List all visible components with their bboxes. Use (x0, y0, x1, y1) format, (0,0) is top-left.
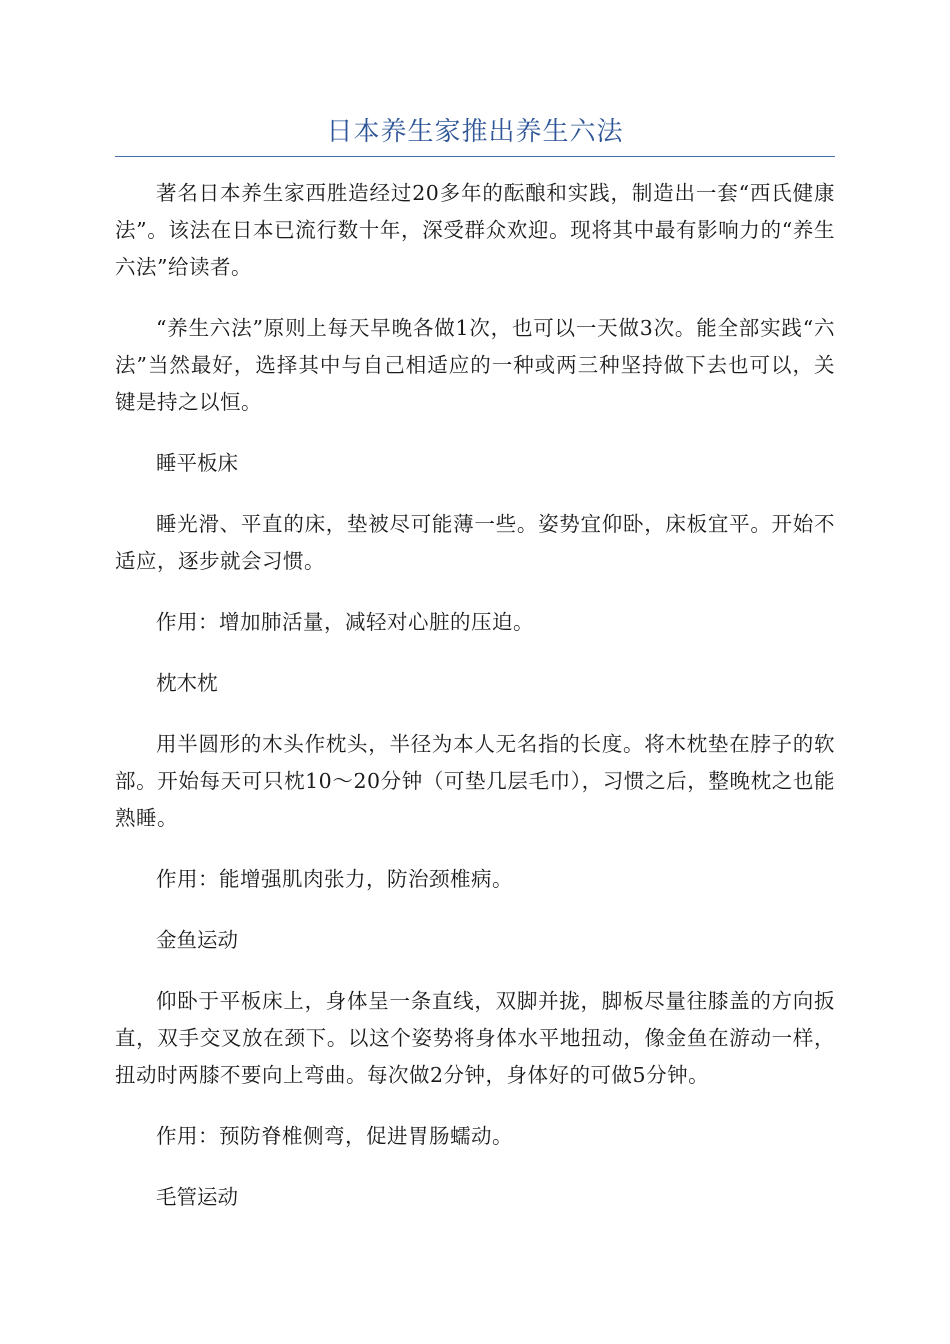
section-heading-capillary: 毛管运动 (156, 1185, 238, 1209)
wooden-pillow-paragraph: 用半圆形的木头作枕头，半径为本人无名指的长度。将木枕垫在脖子的软部。开始每天可只枕10～20分钟（可垫几层毛巾），习惯之后，整晚枕之也能熟睡。 (115, 732, 835, 830)
flat-bed-effect: 作用：增加肺活量，减轻对心脏的压迫。 (156, 610, 534, 634)
goldfish-effect: 作用：预防脊椎侧弯，促进胃肠蠕动。 (156, 1124, 513, 1148)
section-heading-wooden-pillow: 枕木枕 (156, 671, 218, 695)
document-title: 日本养生家推出养生六法 (326, 117, 624, 147)
document-body (115, 175, 835, 1240)
principle-paragraph: “养生六法”原则上每天早晚各做1次，也可以一天做3次。能全部实践“六法”当然最好，选择其中与自己相适应的一种或两三种坚持做下去也可以，关键是持之以恒。 (115, 316, 835, 414)
flat-bed-paragraph: 睡光滑、平直的床，垫被尽可能薄一些。姿势宜仰卧，床板宜平。开始不适应，逐步就会习惯。 (115, 512, 835, 573)
section-heading-goldfish: 金鱼运动 (156, 928, 238, 952)
wooden-pillow-effect: 作用：能增强肌肉张力，防治颈椎病。 (156, 867, 513, 891)
goldfish-paragraph: 仰卧于平板床上，身体呈一条直线，双脚并拢，脚板尽量往膝盖的方向扳直，双手交叉放在颈下。以这个姿势将身体水平地扭动，像金鱼在游动一样，扭动时两膝不要向上弯曲。每次做2分钟，身体好的可做5分钟。 (115, 989, 835, 1087)
section-heading-flat-bed: 睡平板床 (156, 451, 238, 475)
intro-paragraph: 著名日本养生家西胜造经过20多年的酝酿和实践，制造出一套“西氏健康法”。该法在日本已流行数十年，深受群众欢迎。现将其中最有影响力的“养生六法”给读者。 (115, 181, 835, 279)
title-block (115, 112, 835, 157)
